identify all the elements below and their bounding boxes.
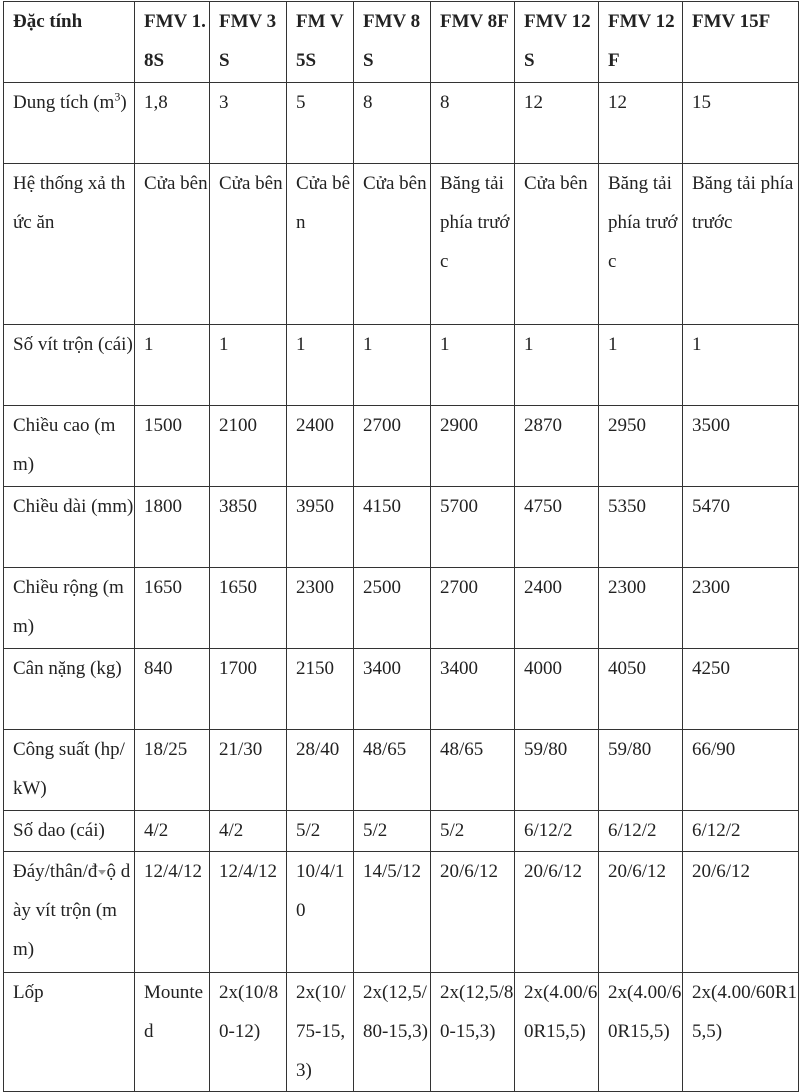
row-capacity bbox=[4, 83, 799, 164]
table-cell: 1650 bbox=[210, 568, 287, 649]
thickness-label-part-a: Đáy/thân/đ bbox=[13, 861, 98, 882]
row-label-weight: Cân nặng (kg) bbox=[4, 649, 135, 730]
row-width bbox=[4, 568, 799, 649]
table-cell: 4/2 bbox=[135, 811, 210, 852]
capacity-label-superscript: 3 bbox=[114, 89, 121, 104]
table-cell: Mounted bbox=[135, 973, 210, 1092]
table-cell: Cửa bên bbox=[515, 164, 599, 325]
capacity-label-end: ) bbox=[120, 92, 127, 113]
table-cell: 2300 bbox=[287, 568, 354, 649]
table-cell: Băng tải phía trước bbox=[599, 164, 683, 325]
table-cell: 1800 bbox=[135, 487, 210, 568]
table-cell: 4/2 bbox=[210, 811, 287, 852]
spec-table-container bbox=[3, 1, 799, 1092]
table-cell: 2x(10/75-15,3) bbox=[287, 973, 354, 1092]
row-weight bbox=[4, 649, 799, 730]
table-cell: Cửa bên bbox=[287, 164, 354, 325]
table-cell: 21/30 bbox=[210, 730, 287, 811]
table-cell: 48/65 bbox=[431, 730, 515, 811]
table-cell: 2x(10/80-12) bbox=[210, 973, 287, 1092]
table-cell: 10/4/10 bbox=[287, 852, 354, 973]
table-cell: 1 bbox=[599, 325, 683, 406]
table-cell: 840 bbox=[135, 649, 210, 730]
table-cell: 5470 bbox=[683, 487, 799, 568]
table-cell: 5/2 bbox=[354, 811, 431, 852]
table-cell: 1 bbox=[683, 325, 799, 406]
row-label-discharge: Hệ thống xả thức ăn bbox=[4, 164, 135, 325]
row-label-power: Công suất (hp/kW) bbox=[4, 730, 135, 811]
row-label-screws: Số vít trộn (cái) bbox=[4, 325, 135, 406]
table-cell: 2300 bbox=[683, 568, 799, 649]
row-height bbox=[4, 406, 799, 487]
table-cell: 20/6/12 bbox=[683, 852, 799, 973]
table-cell: 2300 bbox=[599, 568, 683, 649]
table-cell: 1,8 bbox=[135, 83, 210, 164]
table-cell: Cửa bên bbox=[135, 164, 210, 325]
table-cell: 3950 bbox=[287, 487, 354, 568]
table-cell: 1650 bbox=[135, 568, 210, 649]
table-cell: 1 bbox=[287, 325, 354, 406]
table-cell: 1 bbox=[431, 325, 515, 406]
table-cell: 3400 bbox=[431, 649, 515, 730]
table-cell: 2870 bbox=[515, 406, 599, 487]
header-cell-model: FMV 8S bbox=[354, 2, 431, 83]
table-cell: 5 bbox=[287, 83, 354, 164]
table-cell: 8 bbox=[354, 83, 431, 164]
table-cell: 3 bbox=[210, 83, 287, 164]
table-cell: 59/80 bbox=[515, 730, 599, 811]
row-label-length: Chiều dài (mm) bbox=[4, 487, 135, 568]
table-cell: 5700 bbox=[431, 487, 515, 568]
header-cell-model: FM V 5S bbox=[287, 2, 354, 83]
row-label-height: Chiều cao (mm) bbox=[4, 406, 135, 487]
table-cell: 15 bbox=[683, 83, 799, 164]
table-cell: 1 bbox=[354, 325, 431, 406]
table-cell: 1 bbox=[135, 325, 210, 406]
header-cell-property: Đặc tính bbox=[4, 2, 135, 83]
table-cell: 2500 bbox=[354, 568, 431, 649]
table-cell: 2950 bbox=[599, 406, 683, 487]
spec-table bbox=[3, 1, 799, 1092]
header-cell-model: FMV 1.8S bbox=[135, 2, 210, 83]
table-cell: 2x(4.00/60R15,5) bbox=[683, 973, 799, 1092]
table-cell: 59/80 bbox=[599, 730, 683, 811]
table-cell: 6/12/2 bbox=[683, 811, 799, 852]
row-tires bbox=[4, 973, 799, 1092]
table-cell: 2900 bbox=[431, 406, 515, 487]
header-cell-model: FMV 15F bbox=[683, 2, 799, 83]
table-cell: 20/6/12 bbox=[599, 852, 683, 973]
table-cell: 2x(4.00/60R15,5) bbox=[599, 973, 683, 1092]
table-cell: 4050 bbox=[599, 649, 683, 730]
table-cell: 2100 bbox=[210, 406, 287, 487]
table-cell: 5/2 bbox=[287, 811, 354, 852]
table-cell: 1 bbox=[210, 325, 287, 406]
row-discharge bbox=[4, 164, 799, 325]
table-cell: 20/6/12 bbox=[431, 852, 515, 973]
row-label-knives: Số dao (cái) bbox=[4, 811, 135, 852]
table-cell: 1500 bbox=[135, 406, 210, 487]
table-cell: 2x(12,5/80-15,3) bbox=[431, 973, 515, 1092]
table-cell: Cửa bên bbox=[210, 164, 287, 325]
table-cell: 12/4/12 bbox=[135, 852, 210, 973]
table-cell: 8 bbox=[431, 83, 515, 164]
row-label-width: Chiều rộng (mm) bbox=[4, 568, 135, 649]
table-cell: 2400 bbox=[515, 568, 599, 649]
table-cell: 4150 bbox=[354, 487, 431, 568]
header-cell-model: FMV 8F bbox=[431, 2, 515, 83]
table-cell: 2150 bbox=[287, 649, 354, 730]
table-cell: 5/2 bbox=[431, 811, 515, 852]
table-cell: Cửa bên bbox=[354, 164, 431, 325]
table-cell: 12 bbox=[515, 83, 599, 164]
table-cell: 2700 bbox=[354, 406, 431, 487]
table-cell: 28/40 bbox=[287, 730, 354, 811]
row-label-thickness bbox=[4, 852, 135, 973]
capacity-label-text: Dung tích (m bbox=[13, 92, 115, 113]
table-cell: 20/6/12 bbox=[515, 852, 599, 973]
row-thickness bbox=[4, 852, 799, 973]
row-label-tires: Lốp bbox=[4, 973, 135, 1092]
table-cell: 4000 bbox=[515, 649, 599, 730]
table-cell: 6/12/2 bbox=[515, 811, 599, 852]
table-cell: 2400 bbox=[287, 406, 354, 487]
row-knives bbox=[4, 811, 799, 852]
table-cell: 1700 bbox=[210, 649, 287, 730]
row-length bbox=[4, 487, 799, 568]
header-cell-model: FMV 3S bbox=[210, 2, 287, 83]
table-cell: Băng tải phía trước bbox=[431, 164, 515, 325]
header-cell-model: FMV 12F bbox=[599, 2, 683, 83]
table-cell: 48/65 bbox=[354, 730, 431, 811]
table-cell: 14/5/12 bbox=[354, 852, 431, 973]
table-cell: 1 bbox=[515, 325, 599, 406]
table-cell: 12/4/12 bbox=[210, 852, 287, 973]
table-cell: 3850 bbox=[210, 487, 287, 568]
table-cell: 12 bbox=[599, 83, 683, 164]
row-label-capacity bbox=[4, 83, 135, 164]
table-cell: 4250 bbox=[683, 649, 799, 730]
thickness-label-part-b: ộ dày vít trộn (mm) bbox=[13, 861, 131, 960]
table-cell: 2700 bbox=[431, 568, 515, 649]
header-row bbox=[4, 2, 799, 83]
table-cell: 3500 bbox=[683, 406, 799, 487]
table-cell: 18/25 bbox=[135, 730, 210, 811]
table-cell: 3400 bbox=[354, 649, 431, 730]
table-cell: 2x(12,5/80-15,3) bbox=[354, 973, 431, 1092]
table-cell: 5350 bbox=[599, 487, 683, 568]
table-cell: Băng tải phía trước bbox=[683, 164, 799, 325]
row-screws bbox=[4, 325, 799, 406]
table-cell: 66/90 bbox=[683, 730, 799, 811]
table-cell: 2x(4.00/60R15,5) bbox=[515, 973, 599, 1092]
table-cell: 4750 bbox=[515, 487, 599, 568]
row-power bbox=[4, 730, 799, 811]
header-cell-model: FMV 12S bbox=[515, 2, 599, 83]
table-cell: 6/12/2 bbox=[599, 811, 683, 852]
